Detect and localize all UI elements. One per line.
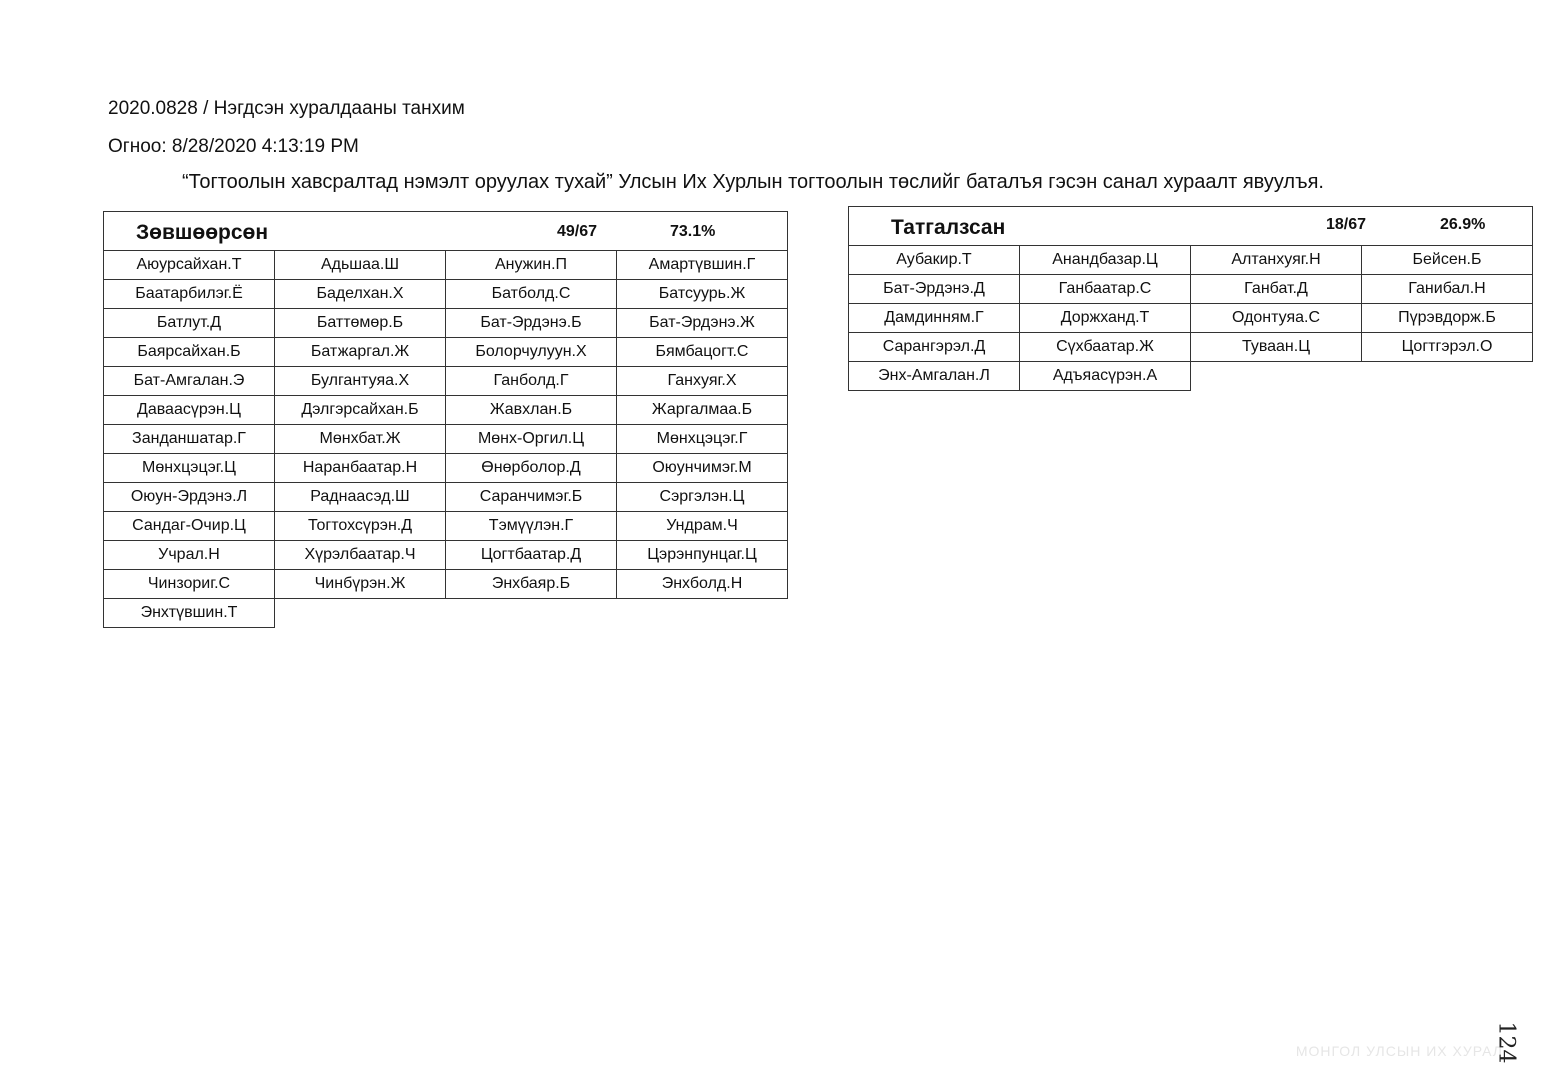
member-name-cell: Энхболд.Н [617,570,788,599]
table-row [104,570,788,599]
empty-cell [1362,362,1533,391]
member-name-cell: Доржханд.Т [1020,304,1191,333]
member-name-cell: Наранбаатар.Н [275,454,446,483]
member-name-cell: Батболд.С [446,280,617,309]
member-name-cell: Туваан.Ц [1191,333,1362,362]
member-name-cell: Сарангэрэл.Д [849,333,1020,362]
yes-count: 49/67 [557,223,598,240]
table-row [104,396,788,425]
member-name-cell: Сэргэлэн.Ц [617,483,788,512]
member-name-cell: Сандаг-Очир.Ц [104,512,275,541]
table-row [104,483,788,512]
member-name-cell: Аубакир.Т [849,246,1020,275]
member-name-cell: Цогтбаатар.Д [446,541,617,570]
member-name-cell: Учрал.Н [104,541,275,570]
member-name-cell: Оюун-Эрдэнэ.Л [104,483,275,512]
member-name-cell: Аюурсайхан.Т [104,251,275,280]
no-title: Татгалзсан [891,216,1006,239]
table-row [849,333,1533,362]
empty-cell [446,599,617,628]
date-line: Огноо: 8/28/2020 4:13:19 PM [108,136,359,157]
no-header [849,207,1533,246]
member-name-cell: Баярсайхан.Б [104,338,275,367]
yes-header [104,212,788,251]
yes-votes-table [103,211,788,628]
motion-text: “Тогтоолын хавсралтад нэмэлт оруулах тухай” Улсын Их Хурлын тогтоолын төслийг баталъя гэсэн санал хураалт явуулъя. [182,171,1324,193]
yes-title: Зөвшөөрсөн [136,221,269,244]
member-name-cell: Ундрам.Ч [617,512,788,541]
no-percent: 26.9% [1440,216,1486,233]
member-name-cell: Энхтүвшин.Т [104,599,275,628]
table-row [104,541,788,570]
member-name-cell: Жавхлан.Б [446,396,617,425]
member-name-cell: Жаргалмаа.Б [617,396,788,425]
member-name-cell: Цэрэнпунцаг.Ц [617,541,788,570]
member-name-cell: Баделхан.Х [275,280,446,309]
member-name-cell: Одонтуяа.С [1191,304,1362,333]
member-name-cell: Батлут.Д [104,309,275,338]
member-name-cell: Дэлгэрсайхан.Б [275,396,446,425]
member-name-cell: Цогтгэрэл.О [1362,333,1533,362]
yes-percent: 73.1% [670,223,716,240]
member-name-cell: Ганбаатар.С [1020,275,1191,304]
member-name-cell: Анандбазар.Ц [1020,246,1191,275]
table-row [104,425,788,454]
member-name-cell: Занданшатар.Г [104,425,275,454]
member-name-cell: Даваасүрэн.Ц [104,396,275,425]
no-votes-table [848,206,1533,391]
member-name-cell: Тогтохсүрэн.Д [275,512,446,541]
table-row [104,599,788,628]
member-name-cell: Амартүвшин.Г [617,251,788,280]
empty-cell [617,599,788,628]
member-name-cell: Оюунчимэг.М [617,454,788,483]
member-name-cell: Бат-Эрдэнэ.Ж [617,309,788,338]
member-name-cell: Энх-Амгалан.Л [849,362,1020,391]
member-name-cell: Мөнхбат.Ж [275,425,446,454]
watermark: МОНГОЛ УЛСЫН ИХ ХУРАЛ [1295,1043,1503,1059]
member-name-cell: Пүрэвдорж.Б [1362,304,1533,333]
member-name-cell: Батжаргал.Ж [275,338,446,367]
member-name-cell: Ганболд.Г [446,367,617,396]
member-name-cell: Тэмүүлэн.Г [446,512,617,541]
member-name-cell: Баатарбилэг.Ё [104,280,275,309]
table-row [104,454,788,483]
member-name-cell: Дамдинням.Г [849,304,1020,333]
table-row [849,246,1533,275]
member-name-cell: Саранчимэг.Б [446,483,617,512]
member-name-cell: Энхбаяр.Б [446,570,617,599]
table-row [849,304,1533,333]
member-name-cell: Сүхбаатар.Ж [1020,333,1191,362]
member-name-cell: Раднаасэд.Ш [275,483,446,512]
member-name-cell: Адьшаа.Ш [275,251,446,280]
no-names-body [849,246,1533,391]
table-row [104,512,788,541]
member-name-cell: Ганхуяг.Х [617,367,788,396]
member-name-cell: Мөнх-Оргил.Ц [446,425,617,454]
member-name-cell: Баттөмөр.Б [275,309,446,338]
table-row [849,362,1533,391]
no-count: 18/67 [1326,216,1367,233]
table-row [104,367,788,396]
member-name-cell: Алтанхуяг.Н [1191,246,1362,275]
empty-cell [1191,362,1362,391]
member-name-cell: Адъяасүрэн.А [1020,362,1191,391]
yes-names-body [104,251,788,628]
table-row [104,309,788,338]
member-name-cell: Мөнхцэцэг.Г [617,425,788,454]
table-row [104,280,788,309]
page-number-mark: 124 [1493,1021,1519,1064]
member-name-cell: Бейсен.Б [1362,246,1533,275]
member-name-cell: Бат-Амгалан.Э [104,367,275,396]
member-name-cell: Мөнхцэцэг.Ц [104,454,275,483]
empty-cell [275,599,446,628]
member-name-cell: Бат-Эрдэнэ.Д [849,275,1020,304]
session-line: 2020.0828 / Нэгдсэн хуралдааны танхим [108,98,465,119]
table-row [104,338,788,367]
member-name-cell: Бат-Эрдэнэ.Б [446,309,617,338]
member-name-cell: Батсуурь.Ж [617,280,788,309]
member-name-cell: Чинбүрэн.Ж [275,570,446,599]
member-name-cell: Чинзориг.С [104,570,275,599]
member-name-cell: Хүрэлбаатар.Ч [275,541,446,570]
member-name-cell: Болорчулуун.Х [446,338,617,367]
member-name-cell: Өнөрболор.Д [446,454,617,483]
table-row [849,275,1533,304]
member-name-cell: Ганбат.Д [1191,275,1362,304]
member-name-cell: Анужин.П [446,251,617,280]
table-row [104,251,788,280]
member-name-cell: Булгантуяа.Х [275,367,446,396]
member-name-cell: Бямбацогт.С [617,338,788,367]
member-name-cell: Ганибал.Н [1362,275,1533,304]
